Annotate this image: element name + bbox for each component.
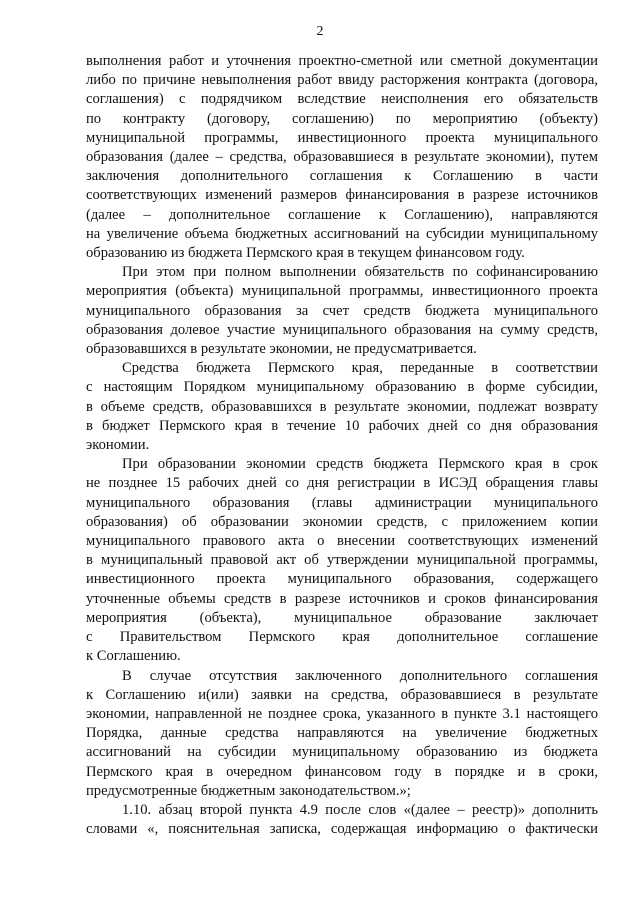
paragraph: [86, 801, 598, 839]
paragraph-line: мероприятия (объекта), муниципальное образование заключает: [86, 609, 598, 626]
paragraph-line: инвестиционного проекта муниципального образования, содержащего: [86, 571, 598, 588]
paragraph-line: 1.10. абзац второй пункта 4.9 после слов «(далее – реестр)» дополнить: [122, 801, 598, 818]
paragraph-line: в объеме средств, образовавшихся в результате экономии, подлежат возврату: [86, 398, 598, 415]
paragraph-line: с настоящим Порядком муниципальному образованию в форме субсидии,: [86, 379, 598, 396]
paragraph-line: мероприятия (объекта) муниципальной программы, инвестиционного проекта: [86, 283, 598, 300]
paragraph-line: соглашения) с подрядчиком вследствие неисполнения его обязательств: [86, 91, 598, 108]
paragraph-line: не позднее 15 рабочих дней со дня регистрации в ИСЭД обращения главы: [86, 475, 598, 492]
paragraph-line: При этом при полном выполнении обязательств по софинансированию: [122, 264, 598, 281]
paragraph-line: с Правительством Пермского края дополнительное соглашение: [86, 629, 598, 646]
paragraph-line: При образовании экономии средств бюджета Пермского края в срок: [122, 456, 598, 473]
paragraph: [86, 52, 598, 263]
paragraph-line: муниципального правового акта о внесении соответствующих изменений: [86, 533, 598, 550]
paragraph-line: муниципального образования за счет средств бюджета муниципального: [86, 302, 598, 319]
paragraph-line: к Соглашению.: [86, 648, 181, 665]
paragraph-line: образования) об образовании экономии средств, с приложением копии: [86, 513, 598, 530]
paragraph-line: экономии.: [86, 437, 150, 454]
paragraph-line: к Соглашению и(или) заявки на средства, образовавшиеся в результате: [86, 686, 598, 703]
document-body: [86, 52, 598, 839]
paragraph-line: образовавшихся в результате экономии, не предусматривается.: [86, 341, 477, 358]
paragraph-line: муниципального образования (главы администрации муниципального: [86, 494, 598, 511]
paragraph-line: в муниципальный правовой акт об утверждении муниципальной программы,: [86, 552, 598, 569]
paragraph-line: Порядка, данные средства направляются на увеличение бюджетных: [86, 725, 598, 742]
paragraph-line: в бюджет Пермского края в течение 10 рабочих дней со дня образования: [86, 417, 598, 434]
paragraph-line: заключения дополнительного соглашения к Соглашению в части: [86, 168, 598, 185]
paragraph-line: муниципальной программы, инвестиционного проекта муниципального: [86, 129, 598, 146]
page-number: 2: [316, 24, 324, 39]
paragraph: [86, 263, 598, 359]
paragraph-line: предусмотренные бюджетным законодательством.»;: [86, 782, 411, 799]
paragraph-line: либо по причине невыполнения работ ввиду расторжения контракта (договора,: [86, 72, 598, 89]
paragraph-line: образования (далее – средства, образовавшиеся в результате экономии), путем: [86, 149, 598, 166]
paragraph-line: соответствующих изменений размеров финансирования в разрезе источников: [86, 187, 598, 204]
paragraph-line: образования долевое участие муниципального образования на сумму средств,: [86, 321, 598, 338]
paragraph-line: словами «, пояснительная записка, содержащая информацию о фактически: [86, 821, 598, 838]
paragraph-line: по контракту (договору, соглашению) по мероприятию (объекту): [86, 110, 598, 127]
paragraph-line: Пермского края в очередном финансовом году в порядке и в сроки,: [86, 763, 598, 780]
paragraph-line: уточненные объемы средств в разрезе источников и сроков финансирования: [86, 590, 598, 607]
paragraph-line: образованию из бюджета Пермского края в текущем финансовом году.: [86, 245, 525, 262]
paragraph-line: В случае отсутствия заключенного дополнительного соглашения: [122, 667, 598, 684]
paragraph-line: (далее – дополнительное соглашение к Соглашению), направляются: [86, 206, 598, 223]
paragraph: [86, 667, 598, 801]
paragraph-line: ассигнований на субсидии муниципальному образованию из бюджета: [86, 744, 598, 761]
paragraph-line: выполнения работ и уточнения проектно-сметной или сметной документации: [86, 53, 598, 69]
paragraph-line: Средства бюджета Пермского края, переданные в соответствии: [122, 360, 598, 377]
paragraph-line: на увеличение объема бюджетных ассигнований на субсидии муниципальному: [86, 225, 598, 242]
paragraph: [86, 455, 598, 666]
paragraph-line: экономии, направленной не позднее срока, указанного в пункте 3.1 настоящего: [86, 705, 598, 722]
paragraph: [86, 359, 598, 455]
